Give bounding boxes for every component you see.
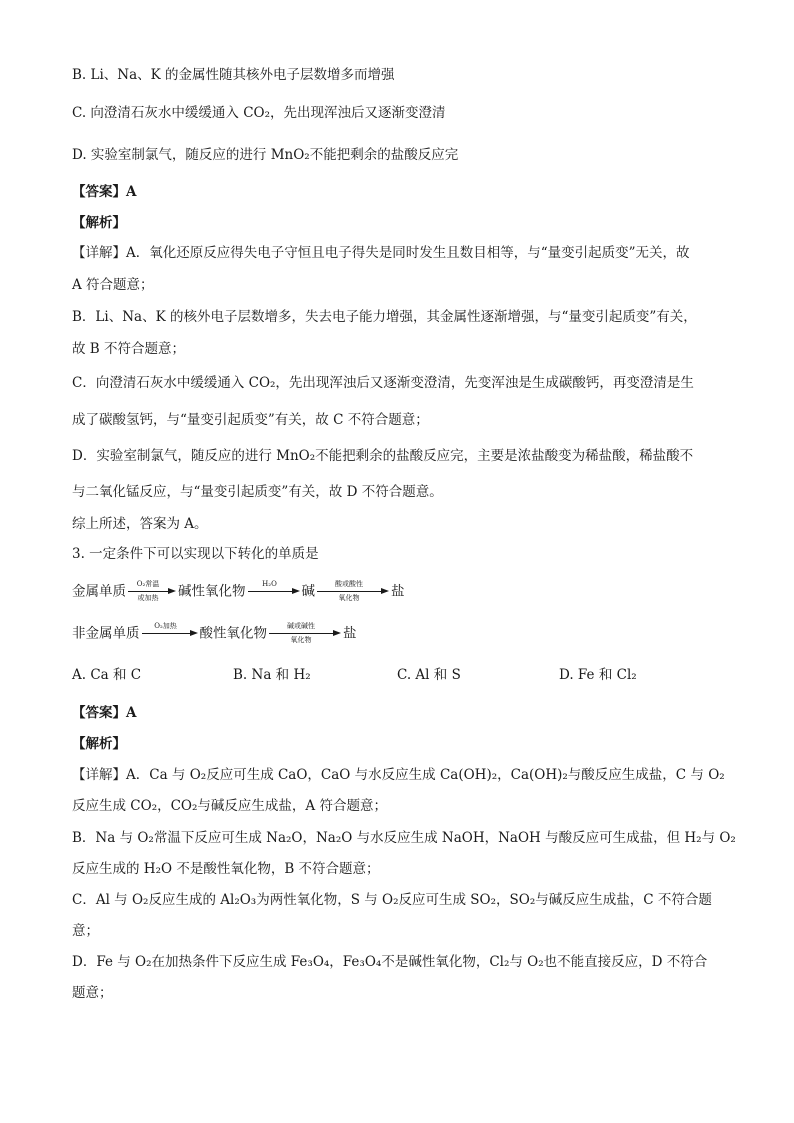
reaction-arrow-icon [248, 579, 300, 605]
choice-a: A. Ca 和 C [72, 667, 142, 683]
flow-node: 非金属单质 [72, 625, 140, 642]
flow-node: 金属单质 [72, 583, 126, 600]
detail-line: C．向澄清石灰水中缓缓通入 CO₂，先出现浑浊后又逐渐变澄清，先变浑浊是生成碳酸钙，再变澄清是生 [72, 375, 694, 391]
summary-line: 综上所述，答案为 A。 [72, 516, 208, 532]
detail-line: 意； [72, 923, 99, 939]
detail-line: 反应生成的 H₂O 不是酸性氧化物，B 不符合题意； [72, 861, 380, 877]
detail-line: D．实验室制氯气，随反应的进行 MnO₂不能把剩余的盐酸反应完，主要是浓盐酸变为稀盐酸，稀盐酸不 [72, 448, 694, 464]
reaction-arrow-icon [128, 579, 176, 605]
arrow-condition: 碱或碱性 [287, 621, 315, 630]
conversion-flow-metal [72, 578, 405, 605]
detail-line: 反应生成 CO₂，CO₂与碱反应生成盐，A 符合题意； [72, 798, 387, 814]
arrow-condition: O₂加热 [154, 621, 177, 630]
detail-line: 题意； [72, 985, 113, 1001]
arrow-condition: 酸或酸性 [335, 579, 363, 588]
option-b-text: B. Li、Na、K 的金属性随其核外电子层数增多而增强 [72, 67, 395, 83]
reaction-arrow-icon [269, 621, 341, 647]
detail-line: 【详解】A．氧化还原反应得失电子守恒且电子得失是同时发生且数目相等，与“量变引起质变”无关，故 [72, 245, 690, 261]
arrow-condition: 或加热 [137, 593, 159, 602]
detail-line: B．Li、Na、K 的核外电子层数增多，失去电子能力增强，其金属性逐渐增强，与“量变引起质变”有关， [72, 309, 697, 325]
choice-c: C. Al 和 S [397, 667, 461, 683]
conversion-flow-nonmetal [72, 620, 357, 647]
flow-node: 盐 [343, 625, 357, 642]
flow-node: 盐 [391, 583, 405, 600]
choice-d: D. Fe 和 Cl₂ [559, 667, 637, 683]
detail-line: C．Al 与 O₂反应生成的 Al₂O₃为两性氧化物，S 与 O₂反应可生成 SO₂，SO₂与碱反应生成盐，C 不符合题 [72, 892, 712, 908]
analysis-label: 【解析】 [72, 736, 126, 752]
arrow-condition: 氧化物 [338, 593, 360, 602]
flow-node: 酸性氧化物 [199, 625, 267, 642]
reaction-arrow-icon [317, 579, 389, 605]
arrow-condition: 氧化物 [290, 635, 312, 644]
question-3-stem: 3. 一定条件下可以实现以下转化的单质是 [72, 546, 319, 562]
flow-node: 碱性氧化物 [178, 583, 246, 600]
option-d-text: D. 实验室制氯气，随反应的进行 MnO₂不能把剩余的盐酸反应完 [72, 147, 459, 163]
arrow-condition: H₂O [262, 579, 277, 588]
detail-line: 【详解】A．Ca 与 O₂反应可生成 CaO，CaO 与水反应生成 Ca(OH)₂，Ca(OH)₂与酸反应生成盐，C 与 O₂ [72, 767, 725, 783]
choice-b: B. Na 和 H₂ [233, 667, 311, 683]
flow-node: 碱 [301, 583, 315, 600]
answer-label: 【答案】A [72, 705, 137, 721]
detail-line: 与二氧化锰反应，与“量变引起质变”有关，故 D 不符合题意。 [72, 484, 443, 500]
analysis-label: 【解析】 [72, 215, 126, 231]
detail-line: B．Na 与 O₂常温下反应可生成 Na₂O，Na₂O 与水反应生成 NaOH，NaOH 与酸反应可生成盐，但 H₂与 O₂ [72, 830, 736, 846]
detail-line: 成了碳酸氢钙，与“量变引起质变”有关，故 C 不符合题意； [72, 412, 429, 428]
answer-label: 【答案】A [72, 184, 137, 200]
detail-line: D．Fe 与 O₂在加热条件下反应生成 Fe₃O₄，Fe₃O₄不是碱性氧化物，Cl₂与 O₂也不能直接反应，D 不符合 [72, 954, 708, 970]
reaction-arrow-icon [142, 621, 198, 647]
arrow-condition: O₂常温 [136, 579, 160, 588]
detail-line: 故 B 不符合题意； [72, 341, 186, 357]
option-c-text: C. 向澄清石灰水中缓缓通入 CO₂，先出现浑浊后又逐渐变澄清 [72, 105, 446, 121]
detail-line: A 符合题意； [72, 277, 154, 293]
